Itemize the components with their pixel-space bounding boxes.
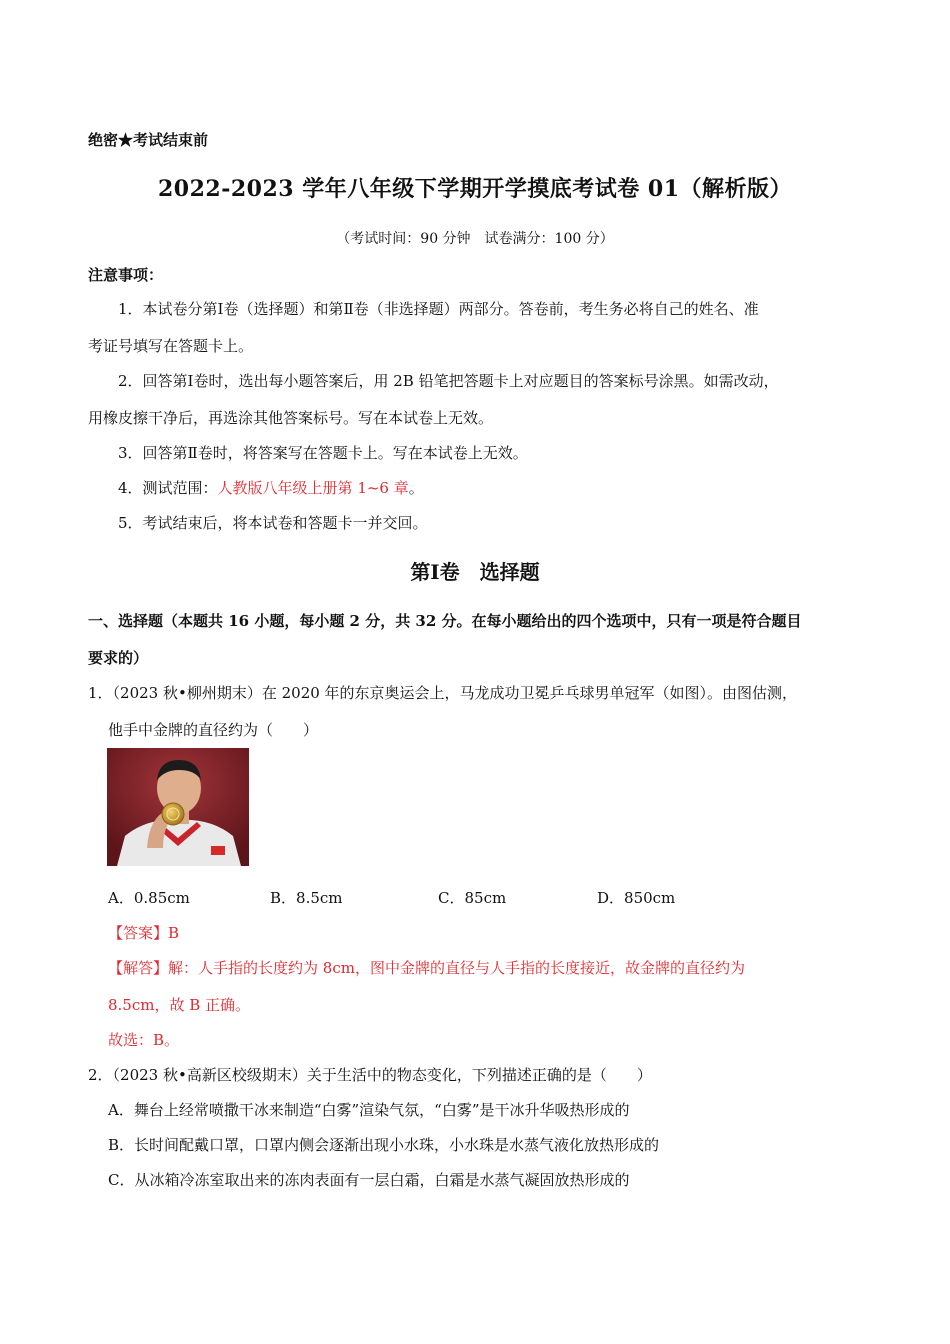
notice-item-4-prefix: 4．测试范围： — [118, 479, 218, 497]
notice-item-2-cont: 用橡皮擦干净后，再选涂其他答案标号。写在本试卷上无效。 — [88, 409, 494, 427]
section-heading: 一、选择题（本题共 16 小题，每小题 2 分，共 32 分。在每小题给出的四个选项中，只有一项是符合题目 — [88, 612, 802, 630]
q1-analysis-cont: 8.5cm，故 B 正确。 — [108, 996, 251, 1014]
notice-item-2: 2．回答第Ⅰ卷时，选出每小题答案后，用 2B 铅笔把答题卡上对应题目的答案标号涂黑。如需改动， — [118, 372, 779, 390]
q1-conclusion: 故选：B。 — [108, 1031, 180, 1049]
q1-option-a: A．0.85cm — [108, 889, 190, 907]
q1-answer: 【答案】B — [108, 924, 180, 942]
notice-item-4-suffix: 。 — [408, 479, 424, 497]
notice-item-5: 5．考试结束后，将本试卷和答题卡一并交回。 — [118, 514, 428, 532]
gold-medal-photo — [107, 748, 249, 866]
q1-option-b: B．8.5cm — [270, 889, 343, 907]
section-heading-cont: 要求的） — [88, 649, 149, 667]
notice-heading: 注意事项： — [88, 266, 164, 284]
notice-item-3: 3．回答第Ⅱ卷时，将答案写在答题卡上。写在本试卷上无效。 — [118, 444, 528, 462]
notice-item-4 — [118, 477, 424, 498]
q2-option-a: A．舞台上经常喷撒干冰来制造“白雾”渲染气氛，“白雾”是干冰升华吸热形成的 — [108, 1101, 630, 1119]
q1-option-d: D．850cm — [597, 889, 676, 907]
q2-stem: 2．（2023 秋•高新区校级期末）关于生活中的物态变化，下列描述正确的是（ ） — [88, 1066, 652, 1084]
section-title: 第Ⅰ卷 选择题 — [410, 560, 540, 584]
q1-analysis: 【解答】解：人手指的长度约为 8cm，图中金牌的直径与人手指的长度接近，故金牌的直径约为 — [108, 959, 745, 977]
q1-stem-cont: 他手中金牌的直径约为（ ） — [108, 721, 319, 739]
notice-item-1-cont: 考证号填写在答题卡上。 — [88, 337, 254, 355]
q1-option-c: C．85cm — [438, 889, 507, 907]
page-title: 2022-2023 学年八年级下学期开学摸底考试卷 01（解析版） — [157, 176, 793, 202]
confidential-label: 绝密★考试结束前 — [88, 131, 209, 149]
exam-meta: （考试时间：90 分钟 试卷满分：100 分） — [336, 231, 614, 247]
notice-item-1: 1．本试卷分第Ⅰ卷（选择题）和第Ⅱ卷（非选择题）两部分。答卷前，考生务必将自己的姓名、准 — [118, 300, 759, 318]
q2-option-b: B．长时间配戴口罩，口罩内侧会逐渐出现小水珠，小水珠是水蒸气液化放热形成的 — [108, 1136, 660, 1154]
q1-stem: 1．（2023 秋•柳州期末）在 2020 年的东京奥运会上，马龙成功卫冕乒乓球男单冠军（如图）。由图估测， — [88, 684, 798, 702]
q2-option-c: C．从冰箱冷冻室取出来的冻肉表面有一层白霜，白霜是水蒸气凝固放热形成的 — [108, 1171, 630, 1189]
test-range: 人教版八年级上册第 1~6 章 — [217, 479, 409, 497]
